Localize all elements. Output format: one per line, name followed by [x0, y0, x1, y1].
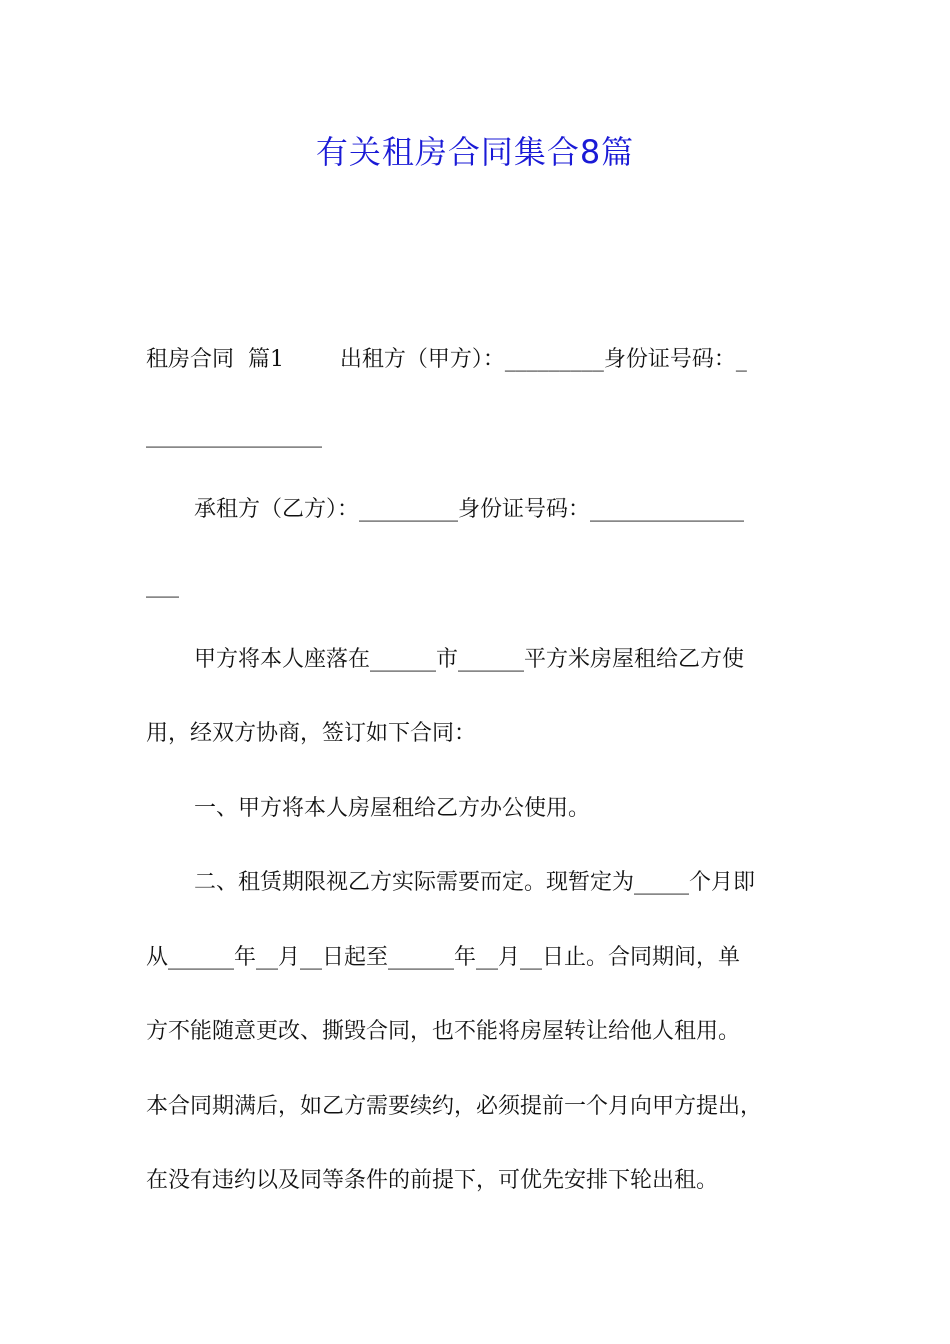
paragraph-line: 方不能随意更改、撕毁合同，也不能将房屋转让给他人租用。 [146, 1019, 741, 1044]
paragraph-line: 租房合同 篇1 出租方（甲方）：_________身份证号码：_ [146, 347, 747, 372]
paragraph-line: 在没有违约以及同等条件的前提下，可优先安排下轮出租。 [146, 1168, 719, 1193]
paragraph-line: 承租方（乙方）：_________身份证号码：______________ [194, 497, 745, 522]
document-title: 有关租房合同集合8篇 [315, 133, 635, 171]
paragraph-line: 用，经双方协商，签订如下合同： [146, 721, 477, 746]
paragraph-line: 从______年__月__日起至______年__月__日止。合同期间，单 [146, 945, 741, 970]
paragraph-line: ________________ [146, 423, 322, 448]
paragraph-line: 本合同期满后，如乙方需要续约，必须提前一个月向甲方提出， [146, 1094, 763, 1119]
paragraph-line: 一、甲方将本人房屋租给乙方办公使用。 [194, 796, 591, 821]
paragraph-line: 甲方将本人座落在______市______平方米房屋租给乙方使 [194, 647, 745, 672]
paragraph-line: ___ [146, 573, 179, 598]
paragraph-line: 二、租赁期限视乙方实际需要而定。现暂定为_____个月即 [194, 870, 756, 895]
